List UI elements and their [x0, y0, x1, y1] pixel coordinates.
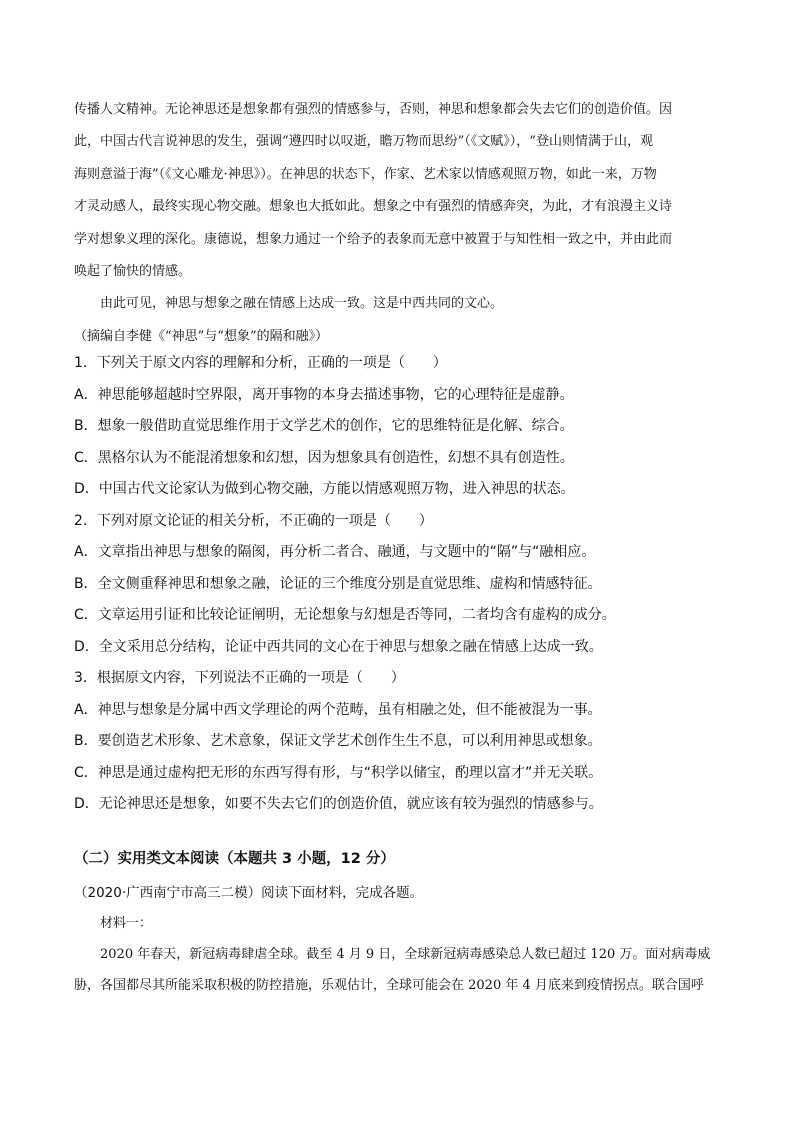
material-one [74, 908, 724, 1001]
question-3 [74, 663, 724, 821]
answer-option-c: C．黑格尔认为不能混淆想象和幻想，因为想象具有创造性，幻想不具有创造性。 [74, 449, 574, 466]
question-stem: 2．下列对原文论证的相关分析，不正确的一项是（ ） [74, 512, 433, 529]
answer-option-a: A．文章指出神思与想象的隔阂，再分析二者合、融通，与文题中的“隔”与“融相应。 [74, 544, 596, 560]
passage-line: 传播人文精神。无论神思还是想象都有强烈的情感参与，否则，神思和想象都会失去它们的创造价值。因 [74, 102, 673, 117]
passage-line: 此，中国古代言说神思的发生，强调“遵四时以叹逝，瞻万物而思纷”（《文赋》），“登山则情满于山，观 [74, 134, 653, 150]
section-intro: （2020·广西南宁市高三二模）阅读下面材料，完成各题。 [74, 885, 424, 901]
passage-continuation [74, 94, 724, 353]
answer-option-c: C．文章运用引证和比较论证阐明，无论想象与幻想是否等同，二者均含有虚构的成分。 [74, 607, 616, 623]
question-2 [74, 506, 724, 664]
question-list [74, 348, 724, 821]
answer-option-b: B．要创造艺术形象、艺术意象，保证文学艺术创作生生不息，可以利用神思或想象。 [74, 733, 602, 749]
answer-option-b: B．想象一般借助直觉思维作用于文学艺术的创作，它的思维特征是化解、综合。 [74, 418, 574, 434]
passage-line: 唤起了愉快的情感。 [74, 264, 192, 280]
passage-line: 学对想象义理的深化。康德说，想象力通过一个给予的表象而无意中被置于与知性相一致之中，并由此而 [74, 231, 673, 247]
passage-conclusion: 由此可见，神思与想象之融在情感上达成一致。这是中西共同的文心。 [100, 296, 504, 312]
passage-source: （摘编自李健《“神思”与“想象”的隔和融》） [74, 328, 329, 344]
material-label: 材料一： [100, 916, 153, 931]
question-stem: 1．下列关于原文内容的理解和分析，正确的一项是（ ） [74, 355, 447, 371]
answer-option-d: D．无论神思还是想象，如要不失去它们的创造价值，就应该有较为强烈的情感参与。 [74, 796, 603, 812]
answer-option-a: A．神思与想象是分属中西文学理论的两个范畴，虽有相融之处，但不能被混为一事。 [74, 701, 602, 718]
question-stem: 3．根据原文内容，下列说法不正确的一项是（ ） [74, 670, 405, 686]
answer-option-d: D．中国古代文论家认为做到心物交融，方能以情感观照万物，进入神思的状态。 [74, 481, 575, 497]
material-line: 2020 年春天，新冠病毒肆虐全球。截至 4 月 9 日，全球新冠病毒感染总人数已超过 120 万。面对病毒威 [100, 947, 711, 962]
passage-line: 海则意溢于海”（《文心雕龙·神思》）。在神思的状态下，作家、艺术家以情感观照万物，如此一来，万物 [74, 166, 657, 182]
answer-option-b: B．全文侧重释神思和想象之融，论证的三个维度分别是直觉思维、虚构和情感特征。 [74, 575, 602, 592]
answer-option-d: D．全文采用总分结构，论证中西共同的文心在于神思与想象之融在情感上达成一致。 [74, 638, 603, 655]
passage-line: 才灵动感人，最终实现心物交融。想象也大抵如此。想象之中有强烈的情感奔突，为此，才有浪漫主义诗 [74, 199, 673, 215]
material-line: 胁，各国都尽其所能采取积极的防控措施，乐观估计，全球可能会在 2020 年 4 月底来到疫情拐点。联合国呼 [74, 978, 704, 993]
section-heading: （二）实用类文本阅读（本题共 3 小题，12 分） [74, 851, 395, 867]
question-1 [74, 348, 724, 506]
answer-option-a: A．神思能够超越时空界限，离开事物的本身去描述事物，它的心理特征是虚静。 [74, 386, 574, 403]
answer-option-c: C．神思是通过虚构把无形的东西写得有形，与“积学以储宝，酌理以富才”并无关联。 [74, 764, 603, 781]
